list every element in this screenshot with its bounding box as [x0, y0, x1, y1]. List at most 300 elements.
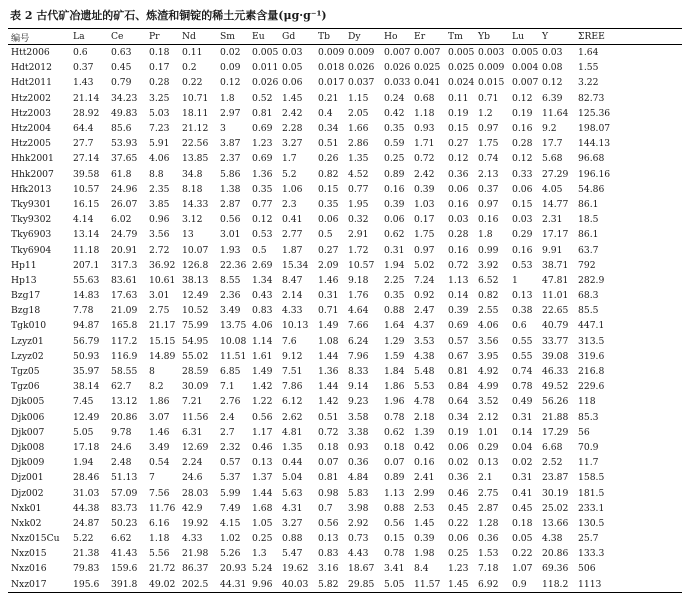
value-cell: 0.6: [512, 320, 527, 332]
sample-id-cell: Tky6903: [11, 229, 52, 241]
value-cell: 1.01: [478, 426, 499, 438]
value-cell: 56: [578, 426, 590, 438]
value-cell: 69.36: [542, 563, 569, 575]
value-cell: 7.66: [348, 320, 369, 332]
value-cell: 0.32: [348, 214, 369, 226]
value-cell: 5.02: [414, 259, 435, 271]
value-cell: 0.78: [384, 411, 405, 423]
value-cell: 0.39: [414, 533, 435, 545]
value-cell: 2.37: [220, 153, 241, 165]
value-cell: 1.76: [348, 290, 369, 302]
value-cell: 0.009: [348, 47, 375, 59]
value-cell: 6.12: [282, 396, 303, 408]
value-cell: 10.57: [73, 183, 100, 195]
value-cell: 10.07: [182, 244, 209, 256]
value-cell: 0.31: [318, 290, 339, 302]
value-cell: 1.75: [478, 138, 499, 150]
value-cell: 9.18: [348, 274, 369, 286]
value-cell: 0.51: [318, 411, 339, 423]
value-cell: 13.85: [182, 153, 209, 165]
value-cell: 0.03: [512, 214, 533, 226]
value-cell: 2.12: [478, 411, 499, 423]
value-cell: 25.7: [578, 533, 599, 545]
sample-id-cell: Lzyz02: [11, 350, 44, 362]
value-cell: 86.1: [578, 229, 599, 241]
value-cell: 0.81: [448, 366, 469, 378]
value-cell: 3.49: [220, 305, 241, 317]
value-cell: 38.71: [542, 259, 569, 271]
value-cell: 6.52: [478, 274, 499, 286]
value-cell: 83.73: [111, 502, 138, 514]
value-cell: 2.36: [220, 290, 241, 302]
value-cell: 24.6: [182, 472, 203, 484]
sample-id-cell: Bzg18: [11, 305, 41, 317]
value-cell: 0.009: [478, 62, 505, 74]
value-cell: 2.48: [111, 457, 132, 469]
value-cell: 9.96: [252, 578, 273, 590]
table-row: [8, 425, 682, 440]
value-cell: 4.33: [182, 533, 203, 545]
value-cell: 17.18: [73, 441, 100, 453]
value-cell: 21.17: [149, 320, 176, 332]
value-cell: 0.45: [512, 502, 533, 514]
table-row: [8, 561, 682, 576]
value-cell: 0.34: [318, 123, 339, 135]
value-cell: 0.11: [448, 92, 469, 104]
value-cell: 85.3: [578, 411, 599, 423]
value-cell: 24.79: [111, 229, 138, 241]
value-cell: 8.18: [182, 183, 203, 195]
value-cell: 506: [578, 563, 596, 575]
value-cell: 4.06: [478, 320, 499, 332]
value-cell: 8.47: [282, 274, 303, 286]
value-cell: 6.31: [182, 426, 203, 438]
value-cell: 1.36: [252, 168, 273, 180]
column-header: Eu: [252, 31, 265, 42]
value-cell: 159.6: [111, 563, 138, 575]
sample-id-cell: Htz2005: [11, 138, 51, 150]
value-cell: 2.86: [348, 138, 369, 150]
value-cell: 0.72: [448, 259, 469, 271]
value-cell: 24.96: [111, 183, 138, 195]
value-cell: 1.46: [149, 426, 170, 438]
value-cell: 0.03: [282, 47, 303, 59]
value-cell: 85.5: [578, 305, 599, 317]
sample-id-cell: Tky6904: [11, 244, 52, 256]
value-cell: 2.3: [282, 198, 297, 210]
table-row: [8, 516, 682, 531]
value-cell: 0.005: [252, 47, 279, 59]
value-cell: 0.06: [384, 214, 405, 226]
value-cell: 21.72: [149, 563, 176, 575]
table-row: [8, 501, 682, 516]
value-cell: 0.93: [414, 123, 435, 135]
value-cell: 0.22: [448, 517, 469, 529]
value-cell: 0.52: [252, 92, 273, 104]
value-cell: 4.31: [282, 502, 303, 514]
value-cell: 0.98: [318, 487, 339, 499]
value-cell: 0.12: [512, 153, 533, 165]
value-cell: 1.43: [73, 77, 94, 89]
column-header: Tb: [318, 31, 331, 42]
value-cell: 24.87: [73, 517, 100, 529]
value-cell: 0.69: [252, 153, 273, 165]
value-cell: 1.68: [252, 502, 273, 514]
value-cell: 13: [182, 229, 194, 241]
value-cell: 0.16: [448, 244, 469, 256]
value-cell: 233.1: [578, 502, 605, 514]
value-cell: 0.007: [414, 47, 441, 59]
value-cell: 55.02: [182, 350, 209, 362]
value-cell: 0.17: [149, 62, 170, 74]
value-cell: 57.09: [111, 487, 138, 499]
sample-id-cell: Djz002: [11, 487, 44, 499]
value-cell: 0.46: [448, 487, 469, 499]
value-cell: 0.51: [318, 138, 339, 150]
value-cell: 19.62: [282, 563, 309, 575]
value-cell: 0.79: [111, 77, 132, 89]
value-cell: 0.04: [512, 441, 533, 453]
value-cell: 216.8: [578, 366, 605, 378]
value-cell: 5.53: [414, 381, 435, 393]
value-cell: 4.14: [73, 214, 94, 226]
value-cell: 1.05: [252, 517, 273, 529]
table-row: [8, 303, 682, 318]
value-cell: 118.2: [542, 578, 569, 590]
value-cell: 61.8: [111, 168, 132, 180]
table-row: [8, 60, 682, 75]
value-cell: 0.29: [478, 441, 499, 453]
value-cell: 7.6: [282, 335, 297, 347]
value-cell: 0.97: [414, 244, 435, 256]
value-cell: 0.15: [318, 183, 339, 195]
value-cell: 0.003: [478, 47, 505, 59]
value-cell: 1.71: [414, 138, 435, 150]
value-cell: 2.09: [318, 259, 339, 271]
value-cell: 0.15: [448, 123, 469, 135]
value-cell: 3.27: [282, 138, 303, 150]
value-cell: 63.7: [578, 244, 599, 256]
value-cell: 0.41: [512, 487, 533, 499]
value-cell: 1.13: [384, 487, 405, 499]
value-cell: 5.83: [348, 487, 369, 499]
value-cell: 0.041: [414, 77, 441, 89]
value-cell: 3.07: [149, 411, 170, 423]
value-cell: 0.45: [111, 62, 132, 74]
sample-id-cell: Djz001: [11, 472, 44, 484]
value-cell: 198.07: [578, 123, 611, 135]
value-cell: 0.88: [282, 533, 303, 545]
sample-id-cell: Hhk2007: [11, 168, 54, 180]
value-cell: 4.38: [542, 533, 563, 545]
value-cell: 3.92: [478, 259, 499, 271]
value-cell: 0.5: [318, 229, 333, 241]
value-cell: 83.61: [111, 274, 138, 286]
value-cell: 0.19: [448, 107, 469, 119]
table-row: [8, 394, 682, 409]
value-cell: 196.16: [578, 168, 611, 180]
value-cell: 0.72: [414, 153, 435, 165]
value-cell: 0.46: [252, 441, 273, 453]
value-cell: 11.76: [149, 502, 176, 514]
value-cell: 16.15: [73, 198, 100, 210]
value-cell: 0.16: [414, 457, 435, 469]
value-cell: 0.36: [478, 533, 499, 545]
value-cell: 0.55: [512, 335, 533, 347]
column-header: Yb: [478, 31, 490, 42]
value-cell: 10.61: [149, 274, 176, 286]
value-cell: 0.37: [478, 183, 499, 195]
value-cell: 13.14: [73, 229, 100, 241]
value-cell: 2.92: [348, 517, 369, 529]
table-header-row: [8, 29, 682, 45]
value-cell: 28.46: [73, 472, 100, 484]
value-cell: 0.025: [414, 62, 441, 74]
value-cell: 1.13: [448, 274, 469, 286]
value-cell: 0.54: [149, 457, 170, 469]
value-cell: 0.39: [448, 305, 469, 317]
value-cell: 0.13: [512, 290, 533, 302]
sample-id-cell: Djk006: [11, 411, 45, 423]
value-cell: 118: [578, 396, 596, 408]
value-cell: 17.63: [111, 290, 138, 302]
value-cell: 42.9: [182, 502, 203, 514]
value-cell: 1.44: [252, 487, 273, 499]
value-cell: 11.51: [220, 350, 247, 362]
value-cell: 2.72: [149, 244, 170, 256]
value-cell: 1.95: [348, 198, 369, 210]
value-cell: 0.77: [252, 198, 273, 210]
value-cell: 3.98: [348, 502, 369, 514]
value-cell: 2.55: [478, 305, 499, 317]
value-cell: 1.8: [220, 92, 235, 104]
value-cell: 38.14: [73, 381, 100, 393]
value-cell: 0.96: [149, 214, 170, 226]
value-cell: 5.03: [149, 107, 170, 119]
value-cell: 7.51: [282, 366, 303, 378]
value-cell: 0.19: [512, 107, 533, 119]
value-cell: 3.41: [384, 563, 405, 575]
value-cell: 1.8: [478, 229, 493, 241]
value-cell: 22.65: [542, 305, 569, 317]
value-cell: 0.18: [384, 441, 405, 453]
value-cell: 56.26: [542, 396, 569, 408]
value-cell: 5.26: [220, 548, 241, 560]
value-cell: 5.48: [414, 366, 435, 378]
sample-id-cell: Hhk2001: [11, 153, 54, 165]
value-cell: 1.07: [512, 563, 533, 575]
value-cell: 2.28: [282, 123, 303, 135]
value-cell: 0.12: [220, 77, 241, 89]
value-cell: 165.8: [111, 320, 138, 332]
value-cell: 2.87: [220, 198, 241, 210]
sample-id-cell: Tgk010: [11, 320, 47, 332]
value-cell: 5.04: [282, 472, 303, 484]
value-cell: 0.53: [512, 259, 533, 271]
value-cell: 0.77: [348, 183, 369, 195]
value-cell: 6.16: [149, 517, 170, 529]
value-cell: 0.92: [414, 290, 435, 302]
value-cell: 0.53: [252, 229, 273, 241]
value-cell: 1.93: [220, 244, 241, 256]
value-cell: 1.35: [282, 441, 303, 453]
value-cell: 25.02: [542, 502, 569, 514]
value-cell: 14.83: [73, 290, 100, 302]
value-cell: 50.93: [73, 350, 100, 362]
value-cell: 2.14: [282, 290, 303, 302]
value-cell: 2.7: [220, 426, 235, 438]
value-cell: 0.07: [318, 457, 339, 469]
value-cell: 19.92: [182, 517, 209, 529]
value-cell: 7.24: [414, 274, 435, 286]
value-cell: 27.7: [73, 138, 94, 150]
value-cell: 2.77: [282, 229, 303, 241]
value-cell: 0.73: [348, 533, 369, 545]
value-cell: 0.74: [512, 366, 533, 378]
value-cell: 85.6: [111, 123, 132, 135]
value-cell: 0.02: [220, 47, 241, 59]
value-cell: 0.56: [384, 517, 405, 529]
value-cell: 0.06: [318, 214, 339, 226]
value-cell: 28.03: [182, 487, 209, 499]
table-row: [8, 410, 682, 425]
table-row: [8, 151, 682, 166]
value-cell: 11.57: [414, 578, 441, 590]
value-cell: 0.018: [318, 62, 345, 74]
value-cell: 0.78: [512, 381, 533, 393]
value-cell: 0.009: [318, 47, 345, 59]
sample-id-cell: Tky9302: [11, 214, 52, 226]
value-cell: 2.32: [220, 441, 241, 453]
value-cell: 0.026: [348, 62, 375, 74]
value-cell: 0.9: [512, 578, 527, 590]
value-cell: 126.8: [182, 259, 209, 271]
value-cell: 1.17: [252, 426, 273, 438]
value-cell: 22.36: [220, 259, 247, 271]
value-cell: 0.05: [282, 62, 303, 74]
value-cell: 1.7: [282, 153, 297, 165]
value-cell: 0.015: [478, 77, 505, 89]
table-row: [8, 364, 682, 379]
value-cell: 5.47: [282, 548, 303, 560]
table-caption: 表 2 古代矿冶遗址的矿石、炼渣和铜锭的稀土元素含量(μg·g⁻¹): [10, 9, 327, 22]
value-cell: 21.14: [73, 92, 100, 104]
column-header: Ho: [384, 31, 398, 42]
sample-id-cell: Tky9301: [11, 198, 52, 210]
value-cell: 7.49: [220, 502, 241, 514]
value-cell: 0.34: [448, 411, 469, 423]
value-cell: 5.2: [282, 168, 297, 180]
value-cell: 0.12: [512, 92, 533, 104]
value-cell: 317.3: [111, 259, 138, 271]
value-cell: 38.13: [182, 274, 209, 286]
value-cell: 0.025: [448, 62, 475, 74]
value-cell: 49.83: [111, 107, 138, 119]
value-cell: 86.1: [578, 198, 599, 210]
value-cell: 18.5: [578, 214, 599, 226]
value-cell: 0.55: [512, 350, 533, 362]
value-cell: 3.95: [478, 350, 499, 362]
value-cell: 0.18: [512, 517, 533, 529]
value-cell: 79.83: [73, 563, 100, 575]
value-cell: 2.97: [220, 107, 241, 119]
value-cell: 50.23: [111, 517, 138, 529]
ree-table: [8, 28, 682, 593]
value-cell: 0.67: [448, 350, 469, 362]
value-cell: 10.08: [220, 335, 247, 347]
sample-id-cell: Djk005: [11, 396, 45, 408]
value-cell: 5.63: [282, 487, 303, 499]
value-cell: 5.91: [149, 138, 170, 150]
value-cell: 7: [149, 472, 155, 484]
value-cell: 7.21: [182, 396, 203, 408]
value-cell: 1.44: [318, 350, 339, 362]
sample-id-cell: Nxk01: [11, 502, 42, 514]
table-row: [8, 106, 682, 121]
column-header: ΣREE: [578, 31, 605, 42]
value-cell: 0.56: [252, 411, 273, 423]
value-cell: 33.77: [542, 335, 569, 347]
value-cell: 7.96: [348, 350, 369, 362]
table-row: [8, 379, 682, 394]
sample-id-cell: Tgz05: [11, 366, 40, 378]
value-cell: 3.38: [348, 426, 369, 438]
value-cell: 0.35: [384, 290, 405, 302]
sample-id-cell: Htz2003: [11, 107, 51, 119]
value-cell: 1.42: [252, 381, 273, 393]
value-cell: 2.24: [182, 457, 203, 469]
value-cell: 3.56: [478, 335, 499, 347]
value-cell: 4.33: [282, 305, 303, 317]
value-cell: 1.45: [448, 578, 469, 590]
value-cell: 1.36: [318, 366, 339, 378]
value-cell: 1.66: [348, 123, 369, 135]
value-cell: 96.68: [578, 153, 605, 165]
value-cell: 54.95: [182, 335, 209, 347]
table-row: [8, 197, 682, 212]
value-cell: 1.49: [252, 366, 273, 378]
value-cell: 0.39: [384, 198, 405, 210]
value-cell: 0.024: [448, 77, 475, 89]
value-cell: 0.42: [384, 107, 405, 119]
value-cell: 1.2: [478, 107, 493, 119]
value-cell: 0.39: [414, 183, 435, 195]
value-cell: 10.71: [182, 92, 209, 104]
value-cell: 1.37: [252, 472, 273, 484]
value-cell: 0.31: [384, 244, 405, 256]
value-cell: 21.09: [111, 305, 138, 317]
value-cell: 202.5: [182, 578, 209, 590]
value-cell: 0.28: [149, 77, 170, 89]
table-row: [8, 288, 682, 303]
value-cell: 0.74: [478, 153, 499, 165]
value-cell: 8.2: [149, 381, 164, 393]
value-cell: 1.72: [348, 244, 369, 256]
value-cell: 1.3: [252, 548, 267, 560]
value-cell: 0.63: [111, 47, 132, 59]
value-cell: 4.37: [414, 320, 435, 332]
value-cell: 282.9: [578, 274, 605, 286]
value-cell: 62.7: [111, 381, 132, 393]
value-cell: 7.18: [478, 563, 499, 575]
value-cell: 0.84: [448, 381, 469, 393]
table-row: [8, 212, 682, 227]
value-cell: 1.29: [384, 335, 405, 347]
value-cell: 116.9: [111, 350, 138, 362]
sample-id-cell: Djk008: [11, 441, 45, 453]
value-cell: 144.13: [578, 138, 611, 150]
value-cell: 94.87: [73, 320, 100, 332]
